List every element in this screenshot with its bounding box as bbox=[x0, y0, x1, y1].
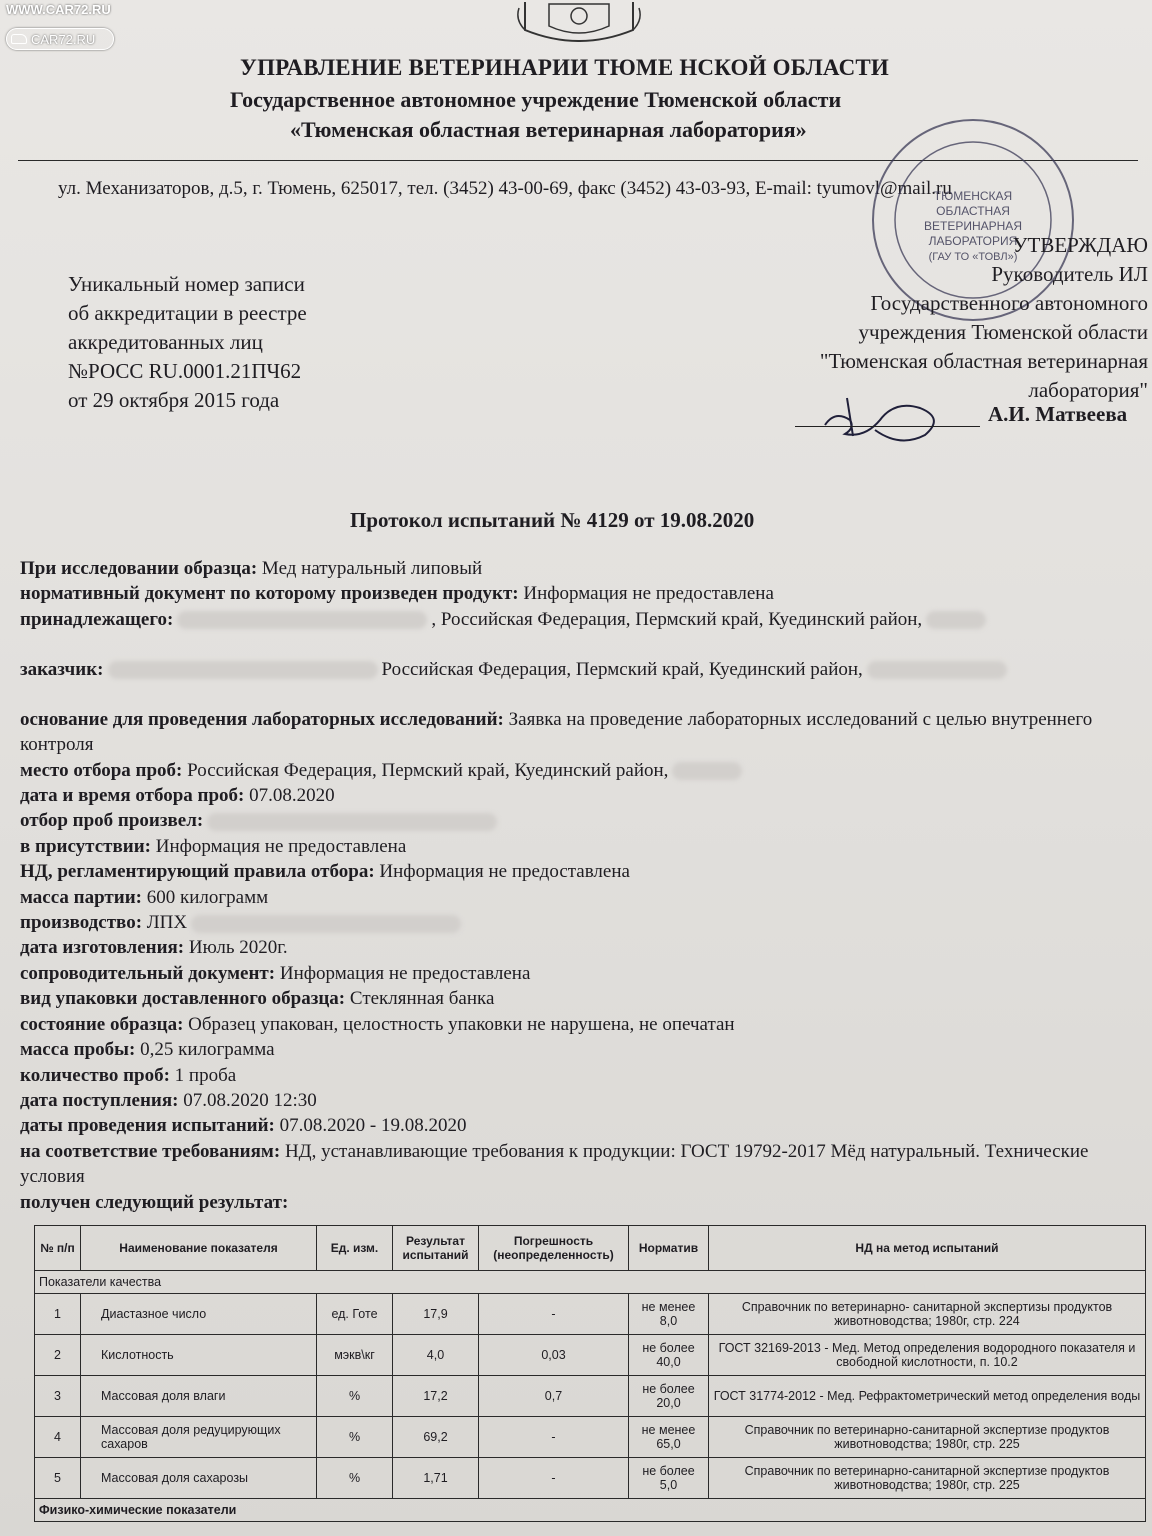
approval-line: Государственного автономного bbox=[870, 291, 1148, 315]
cell-name: Диастазное число bbox=[81, 1294, 317, 1335]
header-line-3: «Тюменская областная ветеринарная лаборатория» bbox=[290, 117, 807, 142]
signature-line bbox=[795, 426, 980, 427]
table-header-row bbox=[35, 1226, 1146, 1271]
column-header: Наименование показателя bbox=[81, 1226, 317, 1271]
field-row bbox=[20, 1088, 1140, 1113]
column-header: НД на метод испытаний bbox=[709, 1226, 1146, 1271]
field-row bbox=[20, 1012, 1140, 1037]
cell-error: - bbox=[479, 1417, 629, 1458]
field-value: 07.08.2020 - 19.08.2020 bbox=[279, 1115, 467, 1137]
accreditation-number: №РОСС RU.0001.21ПЧ62 bbox=[68, 359, 302, 383]
approval-line: учреждения Тюменской области bbox=[858, 320, 1148, 344]
group-label: Показатели качества bbox=[35, 1271, 1146, 1294]
column-header: № п/п bbox=[35, 1226, 81, 1271]
stamp-line: ЛАБОРАТОРИЯ bbox=[928, 234, 1018, 248]
field-row bbox=[20, 859, 1140, 884]
field-row bbox=[20, 1190, 1140, 1215]
column-header: Норматив bbox=[629, 1226, 709, 1271]
cell-method: ГОСТ 32169-2013 - Мед. Метод определения водородного показателя и свободной кислотности, п. 10.2 bbox=[709, 1335, 1146, 1376]
table-group-row bbox=[35, 1499, 1146, 1522]
signer-name: А.И. Матвеева bbox=[988, 402, 1128, 426]
watermark-logo bbox=[6, 28, 114, 50]
accreditation-line: об аккредитации в реестре bbox=[68, 301, 307, 325]
cell-method: Справочник по ветеринарно-санитарной экспертизе продуктов животноводства; 1980г, стр. 225 bbox=[709, 1417, 1146, 1458]
field-value: 07.08.2020 bbox=[249, 785, 335, 807]
field-row bbox=[20, 910, 1140, 935]
redacted-area bbox=[207, 813, 497, 831]
field-row bbox=[20, 657, 1140, 707]
table-row bbox=[35, 1335, 1146, 1376]
field-label: количество проб: bbox=[20, 1064, 170, 1086]
table-row bbox=[35, 1417, 1146, 1458]
results-table bbox=[34, 1225, 1146, 1522]
protocol-title: Протокол испытаний № 4129 от 19.08.2020 bbox=[350, 508, 755, 532]
header-address: ул. Механизаторов, д.5, г. Тюмень, 625017, тел. (3452) 43-00-69, факс (3452) 43-03-93, E-mail: tyumovl@mail.ru bbox=[58, 178, 952, 199]
cell-unit: мэкв\кг bbox=[317, 1335, 393, 1376]
field-label: дата поступления: bbox=[20, 1089, 179, 1111]
cell-number: 3 bbox=[35, 1376, 81, 1417]
field-row bbox=[20, 834, 1140, 859]
field-row bbox=[20, 783, 1140, 808]
redacted-area bbox=[867, 661, 1007, 679]
field-label: При исследовании образца: bbox=[20, 558, 258, 579]
approval-line: УТВЕРЖДАЮ bbox=[1012, 233, 1148, 257]
cell-norm: не менее 8,0 bbox=[629, 1294, 709, 1335]
cell-unit: % bbox=[317, 1458, 393, 1499]
field-value: , Российская Федерация, Пермский край, Куединский район, bbox=[431, 608, 923, 630]
group-label: Физико-химические показатели bbox=[35, 1499, 1146, 1522]
cell-error: 0,03 bbox=[479, 1335, 629, 1376]
coat-of-arms-emblem bbox=[515, 0, 643, 42]
field-row bbox=[20, 935, 1140, 960]
cell-unit: ед. Готе bbox=[317, 1294, 393, 1335]
cell-norm: не менее 65,0 bbox=[629, 1417, 709, 1458]
cell-error: - bbox=[479, 1294, 629, 1335]
field-value: НД, устанавливающие требования к продукции: ГОСТ 19792-2017 Мёд натуральный. Технические условия bbox=[20, 1140, 1089, 1188]
cell-number: 4 bbox=[35, 1417, 81, 1458]
field-row bbox=[20, 1063, 1140, 1088]
field-value: Информация не предоставлена bbox=[379, 861, 630, 883]
cell-name: Массовая доля сахарозы bbox=[81, 1458, 317, 1499]
cell-method: Справочник по ветеринарно-санитарной экспертизе продуктов животноводства; 1980г, стр. 225 bbox=[709, 1458, 1146, 1499]
field-value: Июль 2020г. bbox=[188, 937, 288, 959]
field-label: дата и время отбора проб: bbox=[20, 785, 245, 807]
watermark-site: WWW.CAR72.RU bbox=[6, 2, 111, 17]
cell-norm: не более 40,0 bbox=[629, 1335, 709, 1376]
cell-norm: не более 5,0 bbox=[629, 1458, 709, 1499]
field-label: масса пробы: bbox=[20, 1039, 136, 1061]
cell-unit: % bbox=[317, 1417, 393, 1458]
column-header: Погрешность (неопределенность) bbox=[479, 1226, 629, 1271]
stamp-line: ОБЛАСТНАЯ bbox=[936, 204, 1010, 218]
field-label: производство: bbox=[20, 912, 143, 934]
cell-name: Массовая доля редуцирующих сахаров bbox=[81, 1417, 317, 1458]
field-row bbox=[20, 556, 1140, 581]
accreditation-line: Уникальный номер записи bbox=[68, 272, 305, 296]
field-label: вид упаковки доставленного образца: bbox=[20, 988, 346, 1010]
accreditation-line: аккредитованных лиц bbox=[68, 330, 263, 354]
cell-norm: не более 20,0 bbox=[629, 1376, 709, 1417]
field-label: на соответствие требованиям: bbox=[20, 1140, 281, 1162]
table-row bbox=[35, 1376, 1146, 1417]
field-value: Заявка на проведение лабораторных исследований с целью внутреннего контроля bbox=[20, 708, 1093, 756]
field-value: Российская Федерация, Пермский край, Куединский район, bbox=[187, 759, 669, 781]
field-row bbox=[20, 1113, 1140, 1138]
header-line-2: Государственное автономное учреждение Тюменской области bbox=[230, 87, 842, 112]
stamp-line: (ГАУ ТО «ТОВЛ») bbox=[928, 251, 1018, 263]
cell-number: 2 bbox=[35, 1335, 81, 1376]
cell-method: ГОСТ 31774-2012 - Мед. Рефрактометрический метод определения воды bbox=[709, 1376, 1146, 1417]
cell-result: 17,9 bbox=[393, 1294, 479, 1335]
cell-result: 1,71 bbox=[393, 1458, 479, 1499]
stamp-line: ТЮМЕНСКАЯ bbox=[933, 189, 1013, 203]
column-header: Ед. изм. bbox=[317, 1226, 393, 1271]
field-label: место отбора проб: bbox=[20, 759, 183, 781]
field-row bbox=[20, 707, 1140, 758]
field-value: Стеклянная банка bbox=[349, 988, 495, 1010]
approval-line: лаборатория" bbox=[1028, 378, 1148, 402]
redacted-area bbox=[926, 611, 986, 629]
field-row bbox=[20, 1037, 1140, 1062]
field-label: НД, регламентирующий правила отбора: bbox=[20, 861, 375, 883]
cell-result: 17,2 bbox=[393, 1376, 479, 1417]
field-label: в присутствии: bbox=[20, 835, 151, 857]
table-row bbox=[35, 1458, 1146, 1499]
field-label: получен следующий результат: bbox=[20, 1191, 289, 1213]
protocol-fields bbox=[20, 556, 1140, 1215]
cell-error: - bbox=[479, 1458, 629, 1499]
field-value: Образец упакован, целостность упаковки не нарушена, не опечатан bbox=[188, 1013, 735, 1035]
field-value: 600 килограмм bbox=[146, 886, 269, 908]
stamp-line: ВЕТЕРИНАРНАЯ bbox=[924, 219, 1022, 233]
handwritten-signature bbox=[805, 390, 955, 450]
field-value: ЛПХ bbox=[146, 912, 188, 934]
field-row bbox=[20, 607, 1140, 657]
field-row bbox=[20, 885, 1140, 910]
redacted-area bbox=[177, 611, 427, 629]
cell-unit: % bbox=[317, 1376, 393, 1417]
field-row bbox=[20, 1139, 1140, 1190]
field-value: Информация не предоставлена bbox=[523, 583, 774, 605]
redacted-area bbox=[108, 661, 378, 679]
field-label: принадлежащего: bbox=[20, 608, 174, 630]
field-value: Российская Федерация, Пермский край, Куединский район, bbox=[381, 658, 863, 680]
field-value: 1 проба bbox=[174, 1064, 237, 1086]
header-line-1: УПРАВЛЕНИЕ ВЕТЕРИНАРИИ ТЮМЕ НСКОЙ ОБЛАСТИ bbox=[240, 55, 890, 80]
table-group-row bbox=[35, 1271, 1146, 1294]
field-label: масса партии: bbox=[20, 886, 142, 908]
field-value: Мед натуральный липовый bbox=[261, 558, 483, 579]
field-value: Информация не предоставлена bbox=[279, 962, 531, 984]
approval-block bbox=[748, 231, 1148, 405]
cell-name: Массовая доля влаги bbox=[81, 1376, 317, 1417]
field-label: основание для проведения лабораторных исследований: bbox=[20, 708, 504, 730]
field-value: 07.08.2020 12:30 bbox=[183, 1089, 317, 1111]
cell-name: Кислотность bbox=[81, 1335, 317, 1376]
field-row bbox=[20, 808, 1140, 833]
cell-error: 0,7 bbox=[479, 1376, 629, 1417]
cell-result: 69,2 bbox=[393, 1417, 479, 1458]
table-row bbox=[35, 1294, 1146, 1335]
field-row bbox=[20, 986, 1140, 1011]
cell-number: 5 bbox=[35, 1458, 81, 1499]
field-value: 0,25 килограмма bbox=[140, 1039, 275, 1061]
approval-line: "Тюменская областная ветеринарная bbox=[819, 349, 1148, 373]
watermark-logo-text: CAR72.RU bbox=[31, 31, 96, 47]
field-row bbox=[20, 758, 1140, 783]
field-row bbox=[20, 961, 1140, 986]
field-value: Информация не предоставлена bbox=[155, 835, 407, 857]
column-header: Результат испытаний bbox=[393, 1226, 479, 1271]
field-label: состояние образца: bbox=[20, 1013, 184, 1035]
car-icon bbox=[11, 34, 27, 44]
field-row bbox=[20, 581, 1140, 606]
accreditation-date: от 29 октября 2015 года bbox=[68, 388, 280, 412]
field-label: сопроводительный документ: bbox=[20, 962, 276, 984]
cell-number: 1 bbox=[35, 1294, 81, 1335]
cell-result: 4,0 bbox=[393, 1335, 479, 1376]
cell-method: Справочник по ветеринарно- санитарной экспертизы продуктов животноводства; 1980г, стр. 224 bbox=[709, 1294, 1146, 1335]
redacted-area bbox=[191, 915, 461, 933]
redacted-area bbox=[672, 762, 742, 780]
accreditation-block bbox=[68, 270, 388, 415]
field-label: нормативный документ по которому произведен продукт: bbox=[20, 583, 519, 605]
field-label: заказчик: bbox=[20, 658, 104, 680]
field-label: даты проведения испытаний: bbox=[20, 1115, 275, 1137]
field-label: дата изготовления: bbox=[20, 937, 185, 959]
approval-line: Руководитель ИЛ bbox=[991, 262, 1148, 286]
field-label: отбор проб произвел: bbox=[20, 810, 204, 832]
